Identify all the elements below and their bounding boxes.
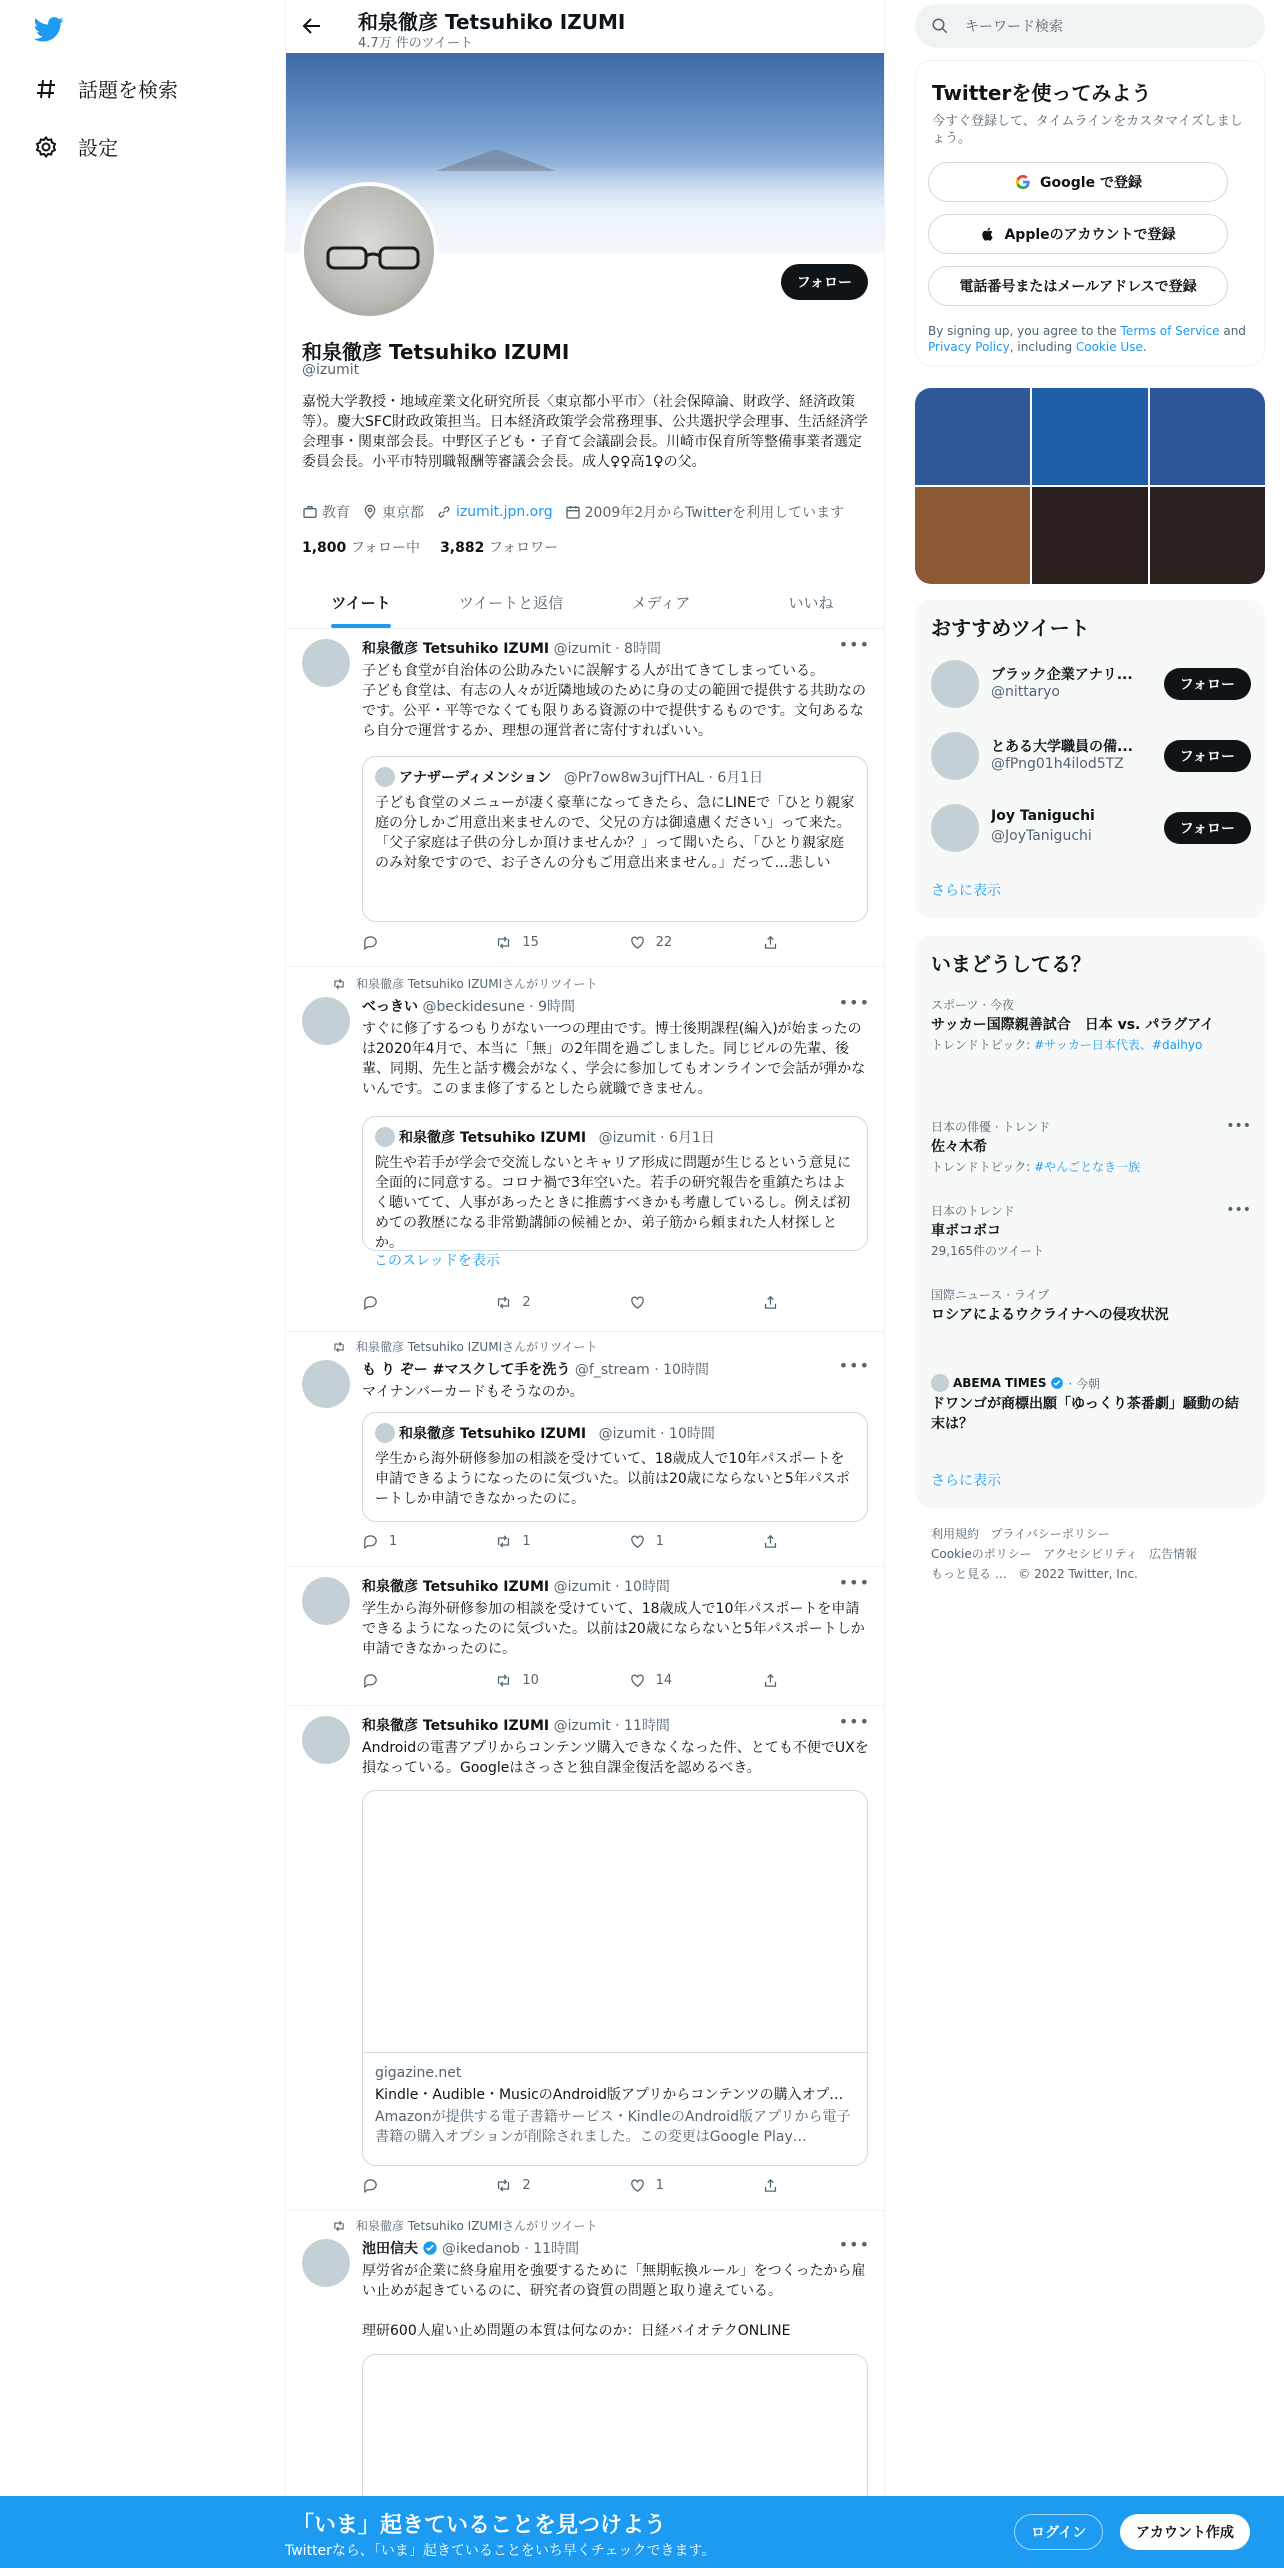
trend-context: 日本の俳優 · トレンド [931, 1120, 1051, 1134]
more-icon[interactable]: ••• [1226, 1118, 1251, 1134]
like-button[interactable] [629, 934, 729, 951]
tweet-text: マイナンバーカードもそうなのか。 [362, 1384, 584, 1400]
nav-settings[interactable] [34, 132, 118, 161]
recommended-user[interactable] [931, 802, 1251, 860]
trend-extra-prefix: トレンドトピック: [931, 1160, 1035, 1174]
tweet-author[interactable]: 和泉徹彦 Tetsuhiko IZUMI [362, 1718, 550, 1734]
source-avatar [931, 1374, 949, 1392]
like-count: 1 [655, 2178, 664, 2193]
quote-text: 学生から海外研修参加の相談を受けていて、18歳成人で10年パスポートを申請できるようになったのに気づいた。以前は20歳にならないと5年パスポートしか申請できなかったのに。 [375, 1451, 850, 1507]
media-thumbnail[interactable] [1032, 388, 1147, 485]
media-thumbnail[interactable] [1032, 487, 1147, 584]
tweet-author[interactable]: 池田信夫 [362, 2241, 418, 2257]
heart-icon [629, 934, 646, 951]
trend-context: 日本のトレンド [931, 1204, 1015, 1218]
trends-title: いまどうしてる？ [931, 952, 1091, 976]
tweet[interactable] [286, 1706, 885, 2211]
footer-privacy[interactable]: プライバシーポリシー [990, 1527, 1110, 1541]
main-column [285, 0, 885, 2568]
user-name[interactable]: とある大学職員の備... [991, 739, 1133, 755]
share-button[interactable] [762, 2177, 782, 2194]
tab-media[interactable]: メディア [631, 593, 691, 612]
retweet-button[interactable] [495, 934, 595, 951]
quote-header [375, 767, 763, 787]
hashtag-icon [34, 77, 58, 101]
right-sidebar [915, 0, 1265, 2568]
profile-bio: 嘉悦大学教授・地域産業文化研究所長〈東京都小平市〉（社会保障論、財政学、経済政策等）。慶大SFC財政政策担当。日本経済政策学会常務理事、公共選択学会理事、生活経済学会理事・関東部会長。中野区子ども・子育て会議副会長。川崎市保育所等整備事業者選定委員会長。小平市特別職報酬等審議会会長。成人♀♀高1♀の父。 [302, 394, 868, 470]
nav-settings-label: 設定 [78, 136, 118, 160]
phone-email-signup-button[interactable]: 電話番号またはメールアドレスで登録 [928, 266, 1228, 306]
reply-icon [362, 1672, 379, 1689]
trend-item[interactable] [931, 1286, 1251, 1325]
like-button[interactable] [629, 1533, 729, 1550]
trend-context: 国際ニュース · ライブ [931, 1288, 1050, 1302]
more-icon[interactable]: ••• [838, 1356, 870, 1375]
user-name[interactable]: Joy Taniguchi [991, 808, 1095, 824]
trend-time: · 今朝 [1068, 1376, 1101, 1391]
terms-and: and [1219, 324, 1246, 338]
profile-joined-text: 2009年2月からTwitterを利用しています [584, 505, 845, 521]
google-signup-button[interactable] [928, 162, 1228, 202]
reply-button[interactable] [362, 934, 462, 951]
profile-meta [302, 502, 844, 522]
heart-icon [629, 1294, 646, 1311]
footer-more[interactable]: もっと見る … [931, 1567, 1007, 1581]
tweet-header [362, 1715, 670, 1735]
quote-author: 和泉徹彦 Tetsuhiko IZUMI [399, 1130, 587, 1146]
search-icon [931, 17, 949, 35]
trend-item[interactable] [931, 1118, 1251, 1175]
location-pin-icon [362, 504, 378, 520]
tweet-author[interactable]: 和泉徹彦 Tetsuhiko IZUMI [362, 641, 550, 657]
tab-tweets[interactable]: ツイート [286, 576, 436, 628]
google-icon [1014, 173, 1032, 191]
tweet-actions [362, 934, 782, 951]
tweet-text: 子ども食堂が自治体の公助みたいに誤解する人が出てきてしまっている。 子ども食堂は、有志の人々が近隣地域のために身の丈の範囲で提供する共助なのです。公平・平等でなくても限りある資源の中で提供するものです。文句あるなら自分で運営するか、理想の運営者に寄付すればいい。 [362, 663, 866, 739]
tweet-meta: @izumit · 10時間 [553, 1579, 670, 1595]
trend-title: ドワンゴが商標出願「ゆっくり茶番劇」騒動の結末は？ [931, 1396, 1239, 1432]
quote-avatar [375, 1423, 395, 1443]
retweet-icon [495, 934, 512, 951]
nav-explore-label: 話題を検索 [78, 78, 178, 102]
followers-number: 3,882 [440, 540, 485, 556]
tweet-header [362, 638, 661, 658]
retweet-count: 10 [522, 1673, 539, 1688]
tweet-actions [362, 1294, 782, 1311]
quote-avatar [375, 1127, 395, 1147]
reply-icon [362, 2177, 379, 2194]
retweet-button[interactable] [495, 2177, 595, 2194]
like-button[interactable] [629, 2177, 729, 2194]
profile-tabs [286, 576, 885, 629]
gear-icon [34, 135, 58, 159]
quote-meta: @Pr7ow8w3ujfTHAL · 6月1日 [563, 770, 764, 786]
link-card-domain: gigazine.net [375, 2065, 462, 2081]
profile-avatar[interactable] [300, 182, 438, 320]
recommended-title: おすすめツイート [931, 616, 1090, 640]
more-icon[interactable]: ••• [838, 2235, 870, 2254]
tweet-header [362, 1359, 709, 1379]
terms-end: . [1142, 340, 1147, 354]
share-icon [762, 1533, 779, 1550]
tweet-meta: @ikedanob · 11時間 [442, 2241, 580, 2257]
reply-icon [362, 934, 379, 951]
tweet-actions [362, 1672, 782, 1689]
trend-title: 車ボコボコ [931, 1223, 1001, 1239]
share-icon [762, 1294, 779, 1311]
trend-tweet-count: 29,165件のツイート [931, 1244, 1045, 1258]
quote-tweet[interactable] [362, 1412, 868, 1522]
heart-icon [629, 1533, 646, 1550]
retweet-indicator-text: 和泉徹彦 Tetsuhiko IZUMIさんがリツイート [356, 977, 598, 991]
recommended-user[interactable] [931, 730, 1251, 788]
tab-tweets-replies[interactable]: ツイートと返信 [458, 593, 564, 612]
profile-location-text: 東京都 [382, 505, 424, 521]
reply-button[interactable] [362, 1294, 462, 1311]
media-thumbnail[interactable] [1150, 388, 1265, 485]
user-avatar[interactable] [931, 660, 979, 708]
tweet-avatar[interactable] [302, 639, 350, 687]
tweet-author[interactable]: も り ぞー #マスクして手を洗う [362, 1362, 571, 1378]
quote-text: 子ども食堂のメニューが凄く豪華になってきたら、急にLINEで「ひとり親家庭の分しかご用意出来ませんので、父兄の方は御遠慮ください」って来た。 「父子家庭は子供の分しか頂けませんか？」って聞いたら、「ひとり親家庭のみ対象ですので、お子さんの分もご用意出来ません。」だって…悲しい [375, 795, 855, 871]
trend-topic-link[interactable]: #サッカー日本代表、#daihyo [1034, 1038, 1203, 1052]
footer-terms[interactable]: 利用規約 [931, 1527, 980, 1541]
briefcase-icon [302, 504, 318, 520]
reply-button[interactable] [362, 1672, 462, 1689]
like-button[interactable] [629, 1672, 729, 1689]
tweet-text: 厚労省が企業に終身雇用を強要するために「無期転換ルール」をつくったから雇い止めが起きているのに、研究者の資質の問題と取り違えている。 理研600人雇い止め問題の本質は何なのか：日経バイオテクONLINE [362, 2263, 866, 2339]
reply-icon [362, 1533, 379, 1550]
retweet-button[interactable] [495, 1672, 595, 1689]
privacy-policy-link[interactable]: Privacy Policy [928, 340, 1010, 354]
quote-tweet[interactable] [362, 756, 868, 922]
tweet-text: 学生から海外研修参加の相談を受けていて、18歳成人で10年パスポートを申請できるようになったのに気づいた。以前は20歳にならないと5年パスポートしか申請できなかったのに。 [362, 1601, 865, 1657]
follow-button[interactable]: フォロー [781, 264, 868, 300]
more-icon[interactable]: ••• [838, 1573, 870, 1592]
footer-ads[interactable]: 広告情報 [1149, 1547, 1198, 1561]
glasses-icon [326, 244, 420, 272]
share-button[interactable] [762, 1672, 782, 1689]
trend-extra [931, 1037, 1251, 1053]
trend-item[interactable] [931, 1202, 1251, 1259]
apple-signup-button[interactable] [928, 214, 1228, 254]
like-count: 1 [655, 1534, 664, 1549]
left-nav [0, 0, 285, 2568]
tweet[interactable] [286, 967, 885, 1332]
google-signup-label: Google で登録 [1040, 175, 1142, 191]
tweet-meta: @beckidesune · 9時間 [422, 999, 576, 1015]
trend-extra [931, 1159, 1251, 1175]
retweet-small-icon [332, 2219, 346, 2233]
retweet-small-icon [332, 977, 346, 991]
share-button[interactable] [762, 934, 782, 951]
tweet-header [362, 1576, 670, 1596]
tweet-header [362, 996, 575, 1016]
search-placeholder: キーワード検索 [965, 19, 1063, 35]
tweet-actions [362, 1533, 782, 1550]
media-thumbnail[interactable] [1150, 487, 1265, 584]
reply-button[interactable] [362, 1533, 462, 1550]
followers-count[interactable] [440, 537, 558, 557]
tweet-meta: @izumit · 8時間 [553, 641, 661, 657]
verified-badge-icon [1050, 1376, 1064, 1390]
tweet-meta: @f_stream · 10時間 [574, 1362, 709, 1378]
trend-context [931, 1374, 1251, 1392]
trend-title: サッカー国際親善試合 日本 vs. パラグアイ [931, 1017, 1214, 1033]
retweet-count: 15 [522, 935, 539, 950]
trend-item[interactable] [931, 996, 1251, 1053]
profile-location [362, 502, 424, 522]
search-input[interactable] [915, 4, 1265, 48]
show-more-link[interactable]: さらに表示 [931, 883, 1001, 899]
followers-label: フォロワー [488, 540, 559, 556]
recommended-user[interactable] [931, 658, 1251, 716]
trend-title: 佐々木希 [931, 1139, 987, 1155]
link-card-image [363, 1791, 868, 2053]
share-button[interactable] [762, 1294, 782, 1311]
following-count[interactable] [302, 537, 420, 557]
more-icon[interactable]: ••• [1226, 1202, 1251, 1218]
retweet-button[interactable] [495, 1533, 595, 1550]
reply-button[interactable] [362, 2177, 462, 2194]
tweet-author[interactable]: 和泉徹彦 Tetsuhiko IZUMI [362, 1579, 550, 1595]
retweet-indicator [332, 975, 598, 992]
like-count: 22 [655, 935, 673, 950]
retweet-indicator-text: 和泉徹彦 Tetsuhiko IZUMIさんがリツイート [356, 2219, 598, 2233]
more-icon[interactable]: ••• [838, 993, 870, 1012]
tweet-avatar[interactable] [302, 997, 350, 1045]
tweet-avatar[interactable] [302, 1716, 350, 1764]
footer-cookie[interactable]: Cookieのポリシー [931, 1547, 1032, 1561]
terms-pre: By signing up, you agree to the [928, 324, 1121, 338]
tweet-actions [362, 2177, 782, 2194]
verified-badge-icon [422, 2240, 438, 2256]
user-handle: @nittaryo [991, 684, 1060, 700]
profile-category-text: 教育 [322, 505, 350, 521]
tweet-avatar[interactable] [302, 1577, 350, 1625]
like-count: 14 [655, 1673, 673, 1688]
nav-explore[interactable] [34, 74, 178, 103]
retweet-count: 2 [522, 2178, 531, 2193]
tweet-text: Androidの電書アプリからコンテンツ購入できなくなった件、とても不便でUXを損なっている。Googleはさっさと独自課金復活を認めるべき。 [362, 1740, 869, 1776]
quote-author: 和泉徹彦 Tetsuhiko IZUMI [399, 1426, 587, 1442]
back-arrow-icon[interactable] [300, 14, 324, 38]
recommended-panel [915, 600, 1265, 918]
tweet-text: すぐに修了するつもりがない一つの理由です。博士後期課程(編入)が始まったのは2020年4月で、本当に「無」の2年間を過ごしました。同じビルの先輩、後輩、同期、先生と話す機会がなく、学会に参加してもオンラインで会話が弾かないんです。このまま修了するとしたら就職できません。 [362, 1021, 866, 1097]
user-handle: @JoyTaniguchi [991, 828, 1092, 844]
quote-avatar [375, 767, 395, 787]
user-avatar[interactable] [931, 804, 979, 852]
trend-extra-prefix: トレンドトピック: [931, 1038, 1035, 1052]
trend-item[interactable] [931, 1374, 1251, 1434]
bottom-bar-title: 「いま」起きていることを見つけよう [292, 2513, 667, 2538]
tweet-avatar[interactable] [302, 2239, 350, 2287]
follow-button[interactable]: フォロー [1164, 740, 1251, 772]
footer-copyright: © 2022 Twitter, Inc. [1018, 1567, 1138, 1581]
footer-links [931, 1524, 1251, 1584]
following-label: フォロー中 [350, 540, 421, 556]
signup-panel [915, 60, 1265, 366]
profile-category [302, 502, 350, 522]
bottom-signup-bar [0, 2496, 1284, 2568]
create-account-button[interactable]: アカウント作成 [1120, 2514, 1250, 2550]
media-grid [915, 388, 1265, 584]
user-avatar[interactable] [931, 732, 979, 780]
more-icon[interactable]: ••• [838, 635, 870, 654]
link-icon [436, 504, 452, 520]
tweet-author[interactable]: べっきい [362, 999, 418, 1015]
quote-author: アナザーディメンション [399, 770, 552, 786]
retweet-button[interactable] [495, 1294, 595, 1311]
quote-header [375, 1423, 715, 1443]
tweet-avatar[interactable] [302, 1360, 350, 1408]
apple-icon [980, 226, 996, 242]
quote-text: 院生や若手が学会で交流しないとキャリア形成に問題が生じるという意見に全面的に同意する。コロナ禍で3年空いた。若手の研究報告を重鎮たちはよく聴いてて、人事があったときに推薦すべきかも考慮しているし。例えば初めての教歴になる非常勤講師の候補とか、弟子筋から頼まれた人材探しとか。 [375, 1155, 851, 1251]
tweet-meta: @izumit · 11時間 [553, 1718, 670, 1734]
retweet-icon [495, 1533, 512, 1550]
terms-of-service-link[interactable]: Terms of Service [1120, 324, 1220, 338]
media-thumbnail[interactable] [915, 487, 1030, 584]
show-thread-link[interactable]: このスレッドを表示 [374, 1253, 500, 1269]
follow-button[interactable]: フォロー [1164, 812, 1251, 844]
trend-title: ロシアによるウクライナへの侵攻状況 [931, 1307, 1169, 1323]
more-icon[interactable]: ••• [838, 1712, 870, 1731]
retweet-indicator [332, 2217, 598, 2234]
retweet-indicator [332, 1338, 598, 1355]
twitter-logo-icon[interactable] [34, 14, 64, 44]
media-thumbnail[interactable] [915, 388, 1030, 485]
profile-joined [565, 502, 844, 522]
retweet-icon [495, 2177, 512, 2194]
reply-icon [362, 1294, 379, 1311]
header-tweet-count: 4.7万 件のツイート [358, 36, 473, 51]
tweet-header [362, 2238, 579, 2258]
trend-context: スポーツ · 今夜 [931, 998, 1014, 1012]
login-button[interactable]: ログイン [1014, 2514, 1103, 2550]
terms-including: , including [1009, 340, 1076, 354]
retweet-indicator-text: 和泉徹彦 Tetsuhiko IZUMIさんがリツイート [356, 1340, 598, 1354]
tab-likes[interactable]: いいね [788, 593, 834, 612]
signup-title: Twitterを使ってみよう [932, 81, 1152, 105]
header-title: 和泉徹彦 Tetsuhiko IZUMI [358, 10, 626, 34]
calendar-icon [565, 504, 581, 520]
signup-subtitle: 今すぐ登録して、タイムラインをカスタマイズしましょう。 [932, 114, 1243, 146]
share-icon [762, 2177, 779, 2194]
profile-name: 和泉徹彦 Tetsuhiko IZUMI [302, 340, 570, 364]
quote-meta: @izumit · 10時間 [598, 1426, 715, 1442]
tweet[interactable] [286, 1332, 885, 1567]
link-card[interactable] [362, 1790, 868, 2166]
quote-header [375, 1127, 715, 1147]
profile-handle: @izumit [302, 362, 360, 378]
heart-icon [629, 2177, 646, 2194]
link-card-description: Amazonが提供する電子書籍サービス・KindleのAndroid版アプリから電子書籍の購入オプションが削除されました。この変更はGoogle Play… [375, 2109, 851, 2145]
heart-icon [629, 1672, 646, 1689]
following-number: 1,800 [302, 540, 347, 556]
trend-source: ABEMA TIMES [953, 1376, 1047, 1390]
retweet-icon [495, 1294, 512, 1311]
show-more-link[interactable]: さらに表示 [931, 1473, 1001, 1489]
trends-panel [915, 936, 1265, 1508]
quote-tweet[interactable] [362, 1116, 868, 1251]
tweet[interactable] [286, 1567, 885, 1706]
bottom-bar-subtitle: Twitterなら、「いま」起きていることをいち早くチェックできます。 [285, 2543, 716, 2559]
profile-header [286, 0, 885, 53]
profile-counts [302, 537, 558, 557]
retweet-icon [495, 1672, 512, 1689]
retweet-small-icon [332, 1340, 346, 1354]
quote-meta: @izumit · 6月1日 [598, 1130, 715, 1146]
tweet[interactable] [286, 629, 885, 967]
profile-url-text[interactable]: izumit.jpn.org [456, 504, 553, 520]
share-button[interactable] [762, 1533, 782, 1550]
apple-signup-label: Appleのアカウントで登録 [1004, 227, 1176, 243]
footer-accessibility[interactable]: アクセシビリティ [1043, 1547, 1138, 1561]
share-icon [762, 934, 779, 951]
trend-topic-link[interactable]: #やんごとなき一族 [1034, 1160, 1141, 1174]
link-card-title: Kindle・Audible・MusicのAndroid版アプリからコンテンツの購入オプ… [375, 2087, 844, 2103]
user-name[interactable]: ブラック企業アナリ... [991, 667, 1133, 683]
retweet-count: 2 [522, 1295, 531, 1310]
profile-url[interactable] [436, 502, 553, 522]
user-handle: @fPng01h4ilod5TZ [991, 756, 1124, 772]
cookie-use-link[interactable]: Cookie Use [1075, 340, 1143, 354]
follow-button[interactable]: フォロー [1164, 668, 1251, 700]
signup-terms [928, 323, 1248, 355]
retweet-count: 1 [522, 1534, 531, 1549]
reply-count: 1 [389, 1534, 398, 1549]
like-button[interactable] [629, 1294, 729, 1311]
share-icon [762, 1672, 779, 1689]
